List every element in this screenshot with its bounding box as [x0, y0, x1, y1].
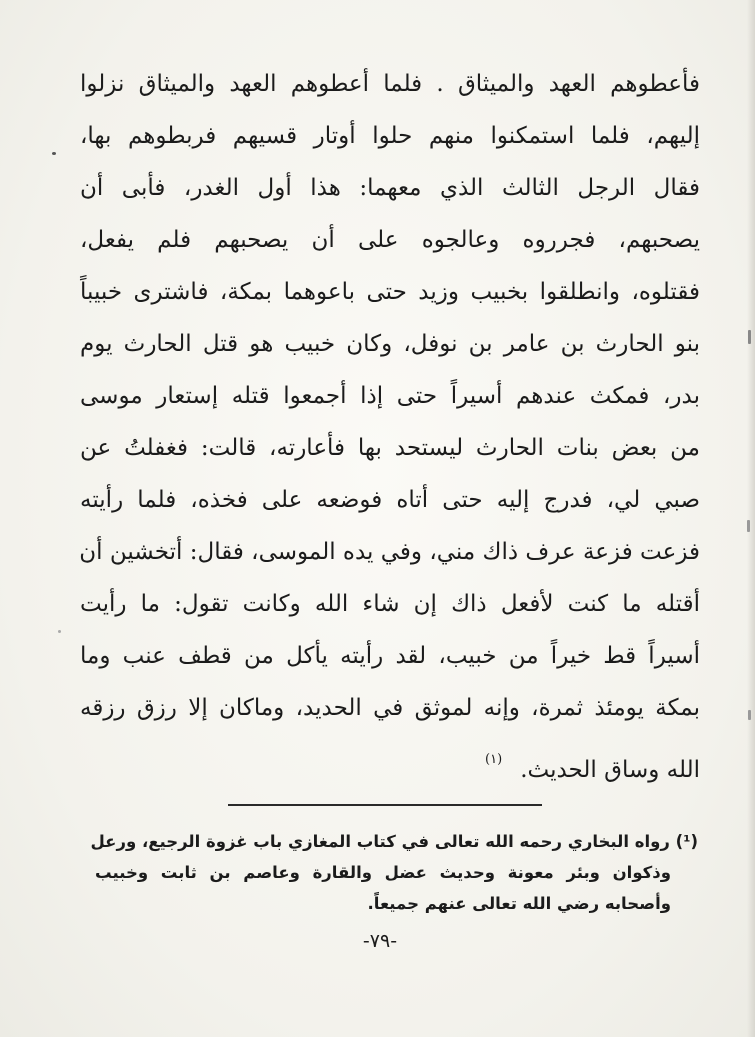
- text-line: بنو الحارث بن عامر بن نوفل، وكان خبيب هو قتل الحارث يوم: [80, 331, 700, 357]
- footnote-line: (¹) رواه البخاري رحمه الله تعالى في كتاب المغازي باب غزوة الرجيع، ورعل: [90, 832, 698, 851]
- paper-speck: [747, 520, 750, 532]
- paper-speck: [748, 710, 751, 720]
- paper-speck: [58, 630, 61, 633]
- text-line: صبي لي، فدرج إليه حتى أتاه فوضعه على فخذه، فلما رأيته: [80, 487, 700, 513]
- text-line-last: [80, 734, 700, 786]
- text-line: بدر، فمكث عندهم أسيراً حتى إذا أجمعوا قتله إستعار موسى: [80, 383, 700, 409]
- main-text-block: [80, 58, 700, 786]
- last-line-text: الله وساق الحديث.: [520, 757, 700, 783]
- text-line: أقتله ما كنت لأفعل ذاك إن شاء الله وكانت تقول: ما رأيت: [80, 591, 700, 617]
- page-number: -٧٩-: [362, 930, 398, 952]
- text-line: من بعض بنات الحارث ليستحد بها فأعارته، قالت: فغفلتُ عن: [80, 435, 700, 461]
- footnote-line: وذكوان وبئر معونة وحديث عضل والقارة وعاصم بن ثابت وخبيب: [95, 863, 671, 882]
- text-line: أسيراً قط خيراً من خبيب، لقد رأيته يأكل من قطف عنب وما: [80, 643, 700, 669]
- text-line: بمكة يومئذ ثمرة، وإنه لموثق في الحديد، وماكان إلا رزق رزقه: [80, 695, 700, 721]
- footnote-line: وأصحابه رضي الله تعالى عنهم جميعاً.: [367, 894, 671, 913]
- text-line: إليهم، فلما استمكنوا منهم حلوا أوتار قسيهم فربطوهم بها،: [80, 123, 700, 149]
- page-edge-shadow: [747, 0, 755, 1037]
- paper-speck: [52, 152, 56, 155]
- footnote-reference: (١): [485, 752, 503, 767]
- footnote-separator: [228, 804, 542, 806]
- paper-speck: [748, 330, 751, 344]
- text-line: يصحبهم، فجرروه وعالجوه على أن يصحبهم فلم يفعل،: [80, 227, 700, 253]
- text-line: فزعت فزعة عرف ذاك مني، وفي يده الموسى، فقال: أتخشين أن: [79, 539, 700, 565]
- footnote-block: [90, 826, 698, 919]
- text-line: فأعطوهم العهد والميثاق . فلما أعطوهم العهد والميثاق نزلوا: [80, 71, 700, 97]
- text-line: فقتلوه، وانطلقوا بخبيب وزيد حتى باعوهما بمكة، فاشترى خبيباً: [80, 279, 700, 305]
- text-line: فقال الرجل الثالث الذي معهما: هذا أول الغدر، فأبى أن: [80, 175, 700, 201]
